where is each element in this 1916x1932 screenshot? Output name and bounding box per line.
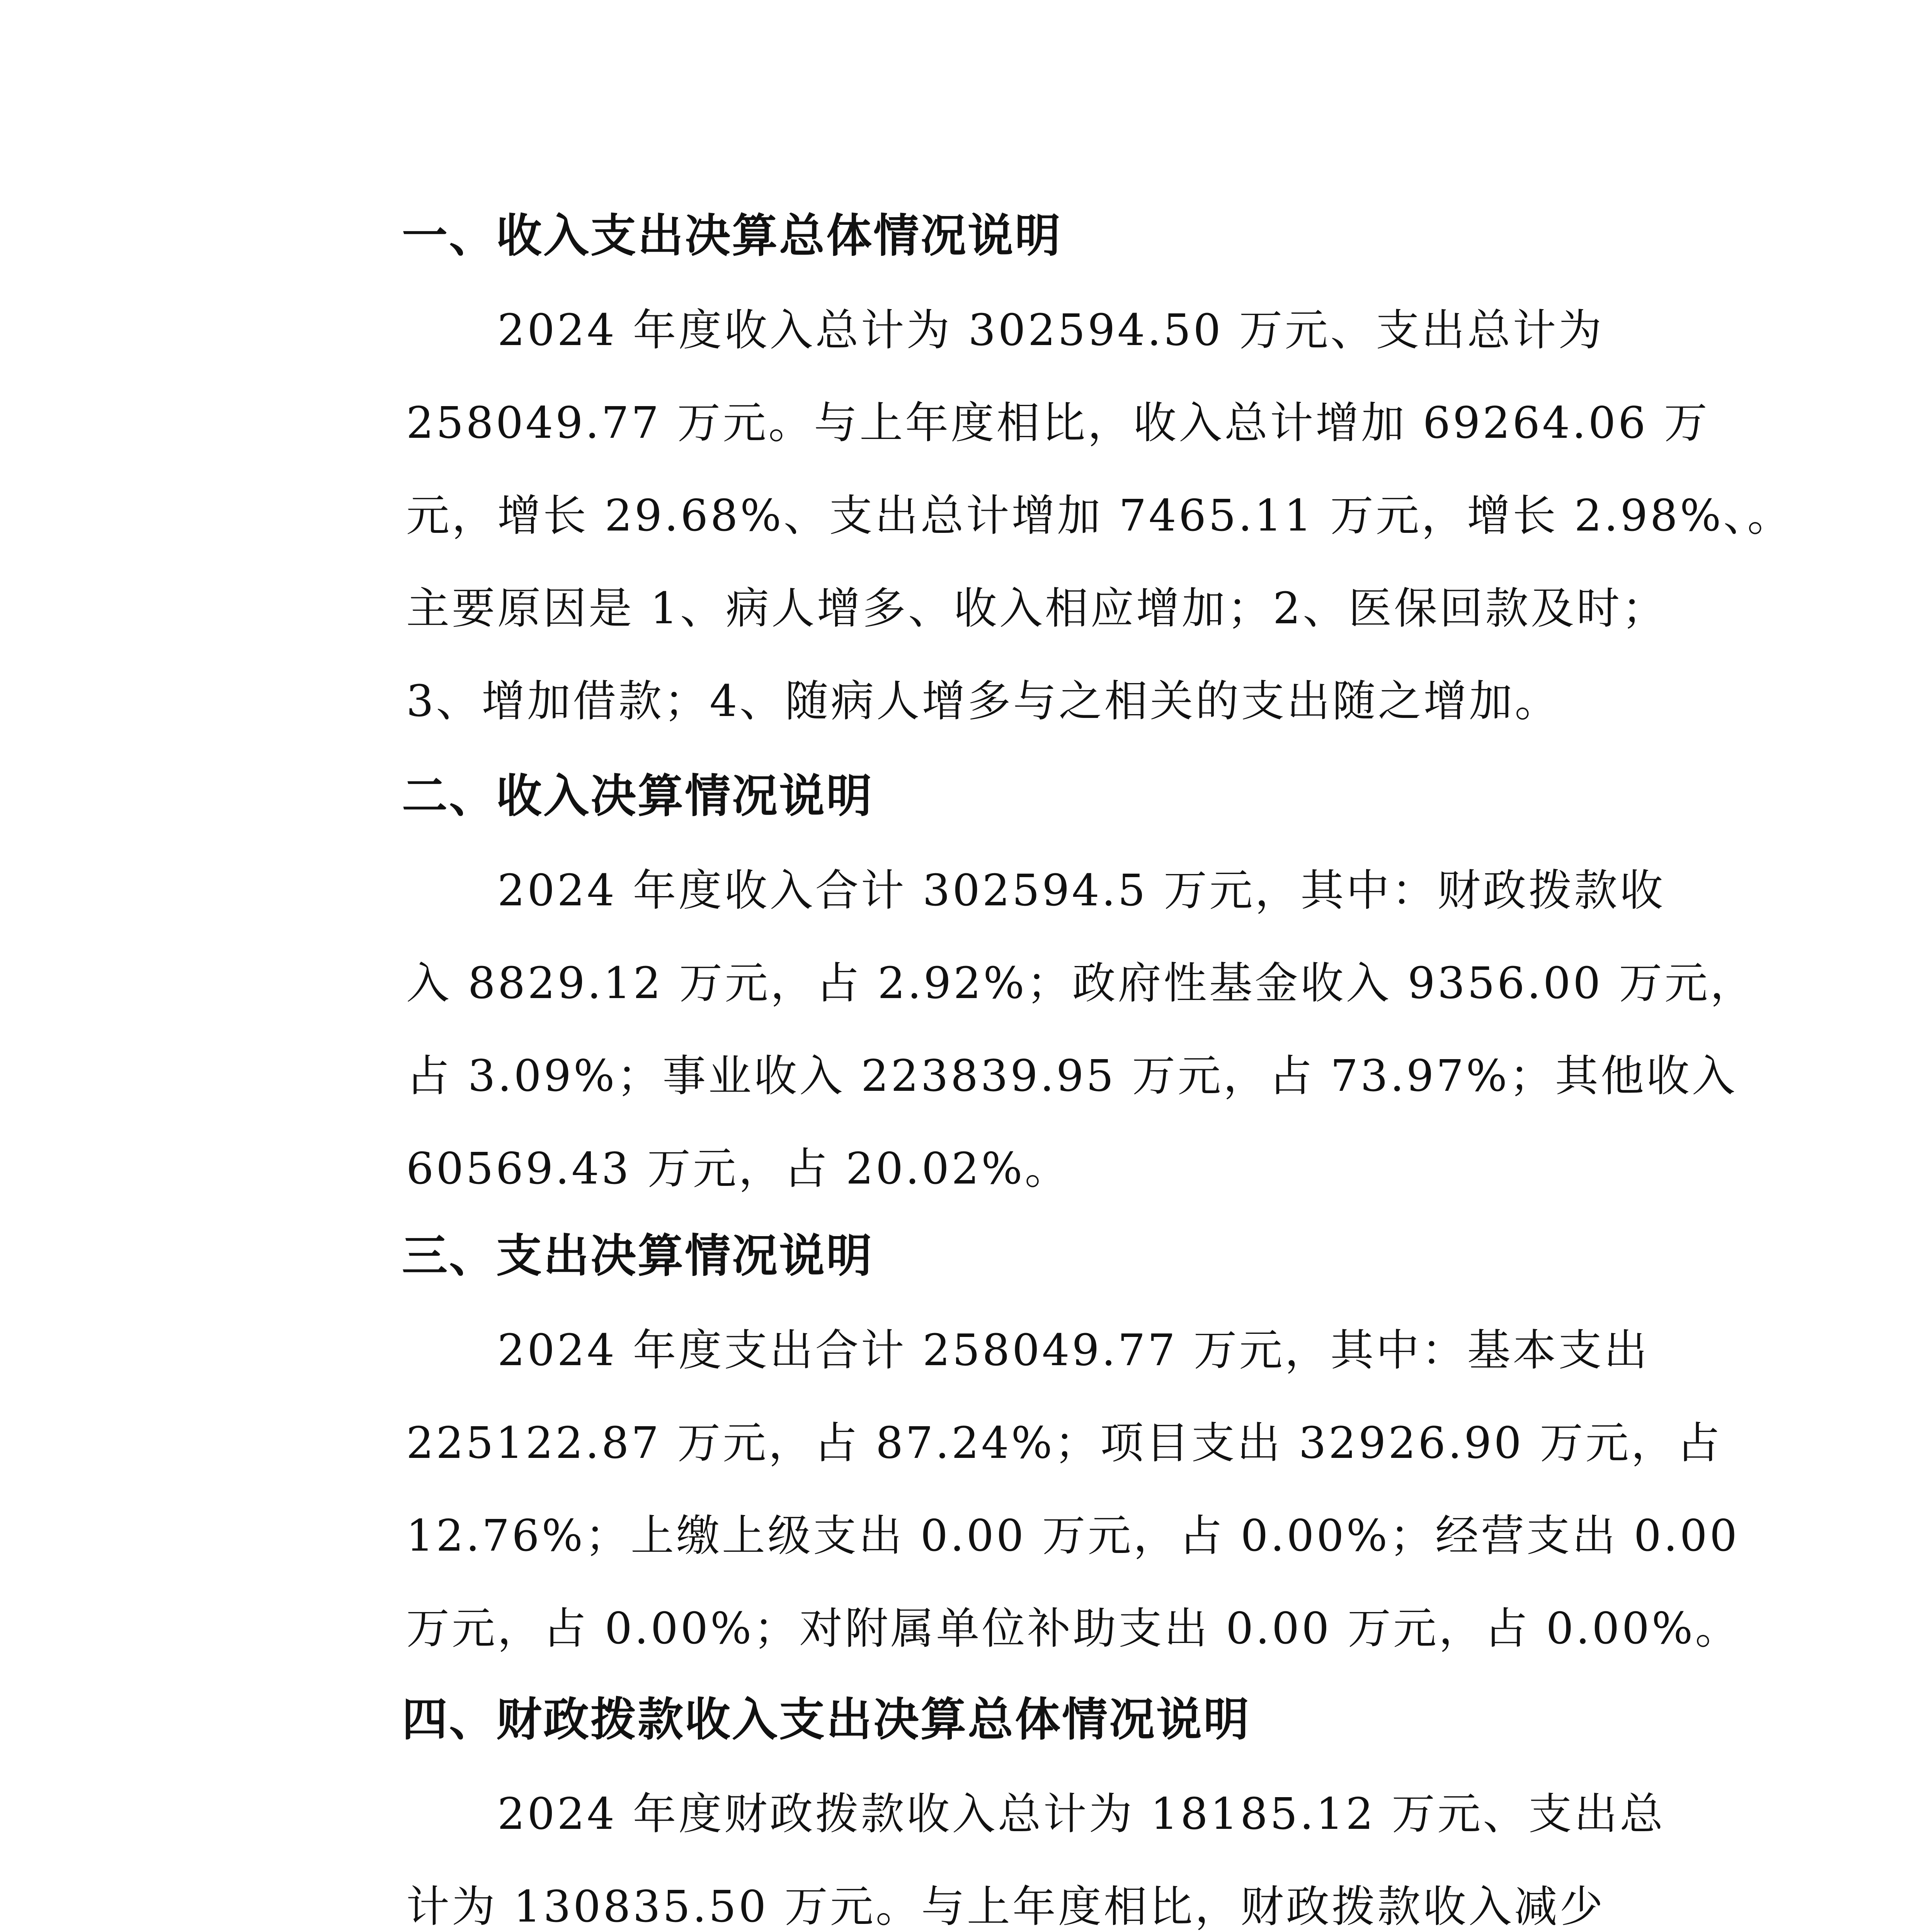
section-2-paragraph (315, 844, 1756, 1215)
paragraph-line: 2024 年度收入合计 302594.5 万元，其中：财政拨款收 (497, 866, 1666, 916)
paragraph-line: 225122.87 万元，占 87.24%；项目支出 32926.90 万元，占 (406, 1418, 1722, 1468)
paragraph-line: 2024 年度支出合计 258049.77 万元，其中：基本支出 (497, 1325, 1650, 1376)
section-1-paragraph (315, 284, 1793, 748)
paragraph-line: 入 8829.12 万元，占 2.92%；政府性基金收入 9356.00 万元， (406, 958, 1756, 1009)
paragraph-line: 60569.43 万元，占 20.02%。 (406, 1144, 1070, 1194)
section-3-paragraph (315, 1304, 1741, 1675)
paragraph-line: 12.76%；上缴上级支出 0.00 万元，占 0.00%；经营支出 0.00 (406, 1511, 1740, 1561)
paragraph-line: 2024 年度收入总计为 302594.50 万元、支出总计为 (497, 305, 1604, 355)
paragraph-line: 占 3.09%；事业收入 223839.95 万元，占 73.97%；其他收入 (406, 1051, 1737, 1101)
paragraph-line: 万元，占 0.00%；对附属单位补助支出 0.00 万元，占 0.00%。 (406, 1604, 1741, 1654)
section-2-heading: 二、收入决算情况说明 (402, 769, 874, 823)
section-4-heading: 四、财政拨款收入支出决算总体情况说明 (402, 1693, 1251, 1746)
section-4-paragraph (315, 1768, 1666, 1932)
paragraph-line: 元，增长 29.68%、支出总计增加 7465.11 万元，增长 2.98%、。 (406, 491, 1793, 541)
paragraph-line: 计为 130835.50 万元。与上年度相比，财政拨款收入减少 (406, 1882, 1605, 1932)
section-3-heading: 三、支出决算情况说明 (402, 1229, 874, 1282)
paragraph-line: 258049.77 万元。与上年度相比，收入总计增加 69264.06 万 (406, 398, 1710, 448)
paragraph-line: 2024 年度财政拨款收入总计为 18185.12 万元、支出总 (497, 1789, 1666, 1839)
paragraph-line: 3、增加借款；4、随病人增多与之相关的支出随之增加。 (406, 676, 1560, 726)
section-1-heading: 一、收入支出决算总体情况说明 (402, 209, 1062, 262)
paragraph-line: 主要原因是 1、病人增多、收入相应增加；2、医保回款及时； (406, 583, 1668, 634)
